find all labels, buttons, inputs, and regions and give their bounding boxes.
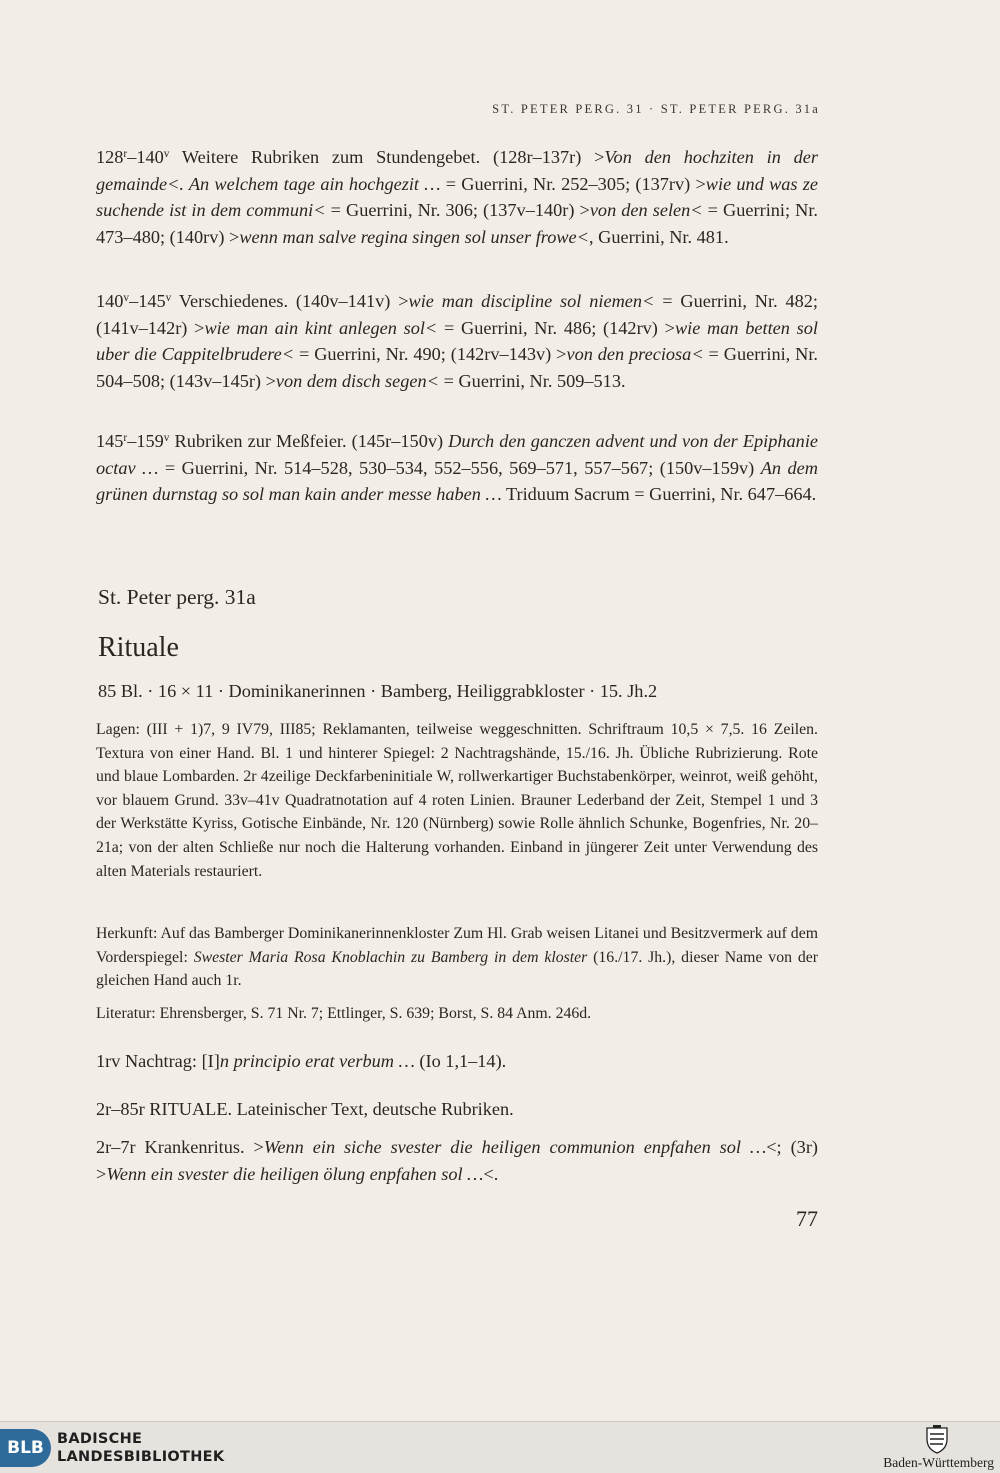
citation: (145r–150v) — [351, 431, 444, 451]
incipit: wie und was ze suchende ist in dem communi< — [96, 173, 818, 221]
incipit: An dem grünen durnstag so sol man kain ander messe haben … — [96, 457, 818, 505]
entry-title: Weitere Rubriken zum Stundengebet. — [181, 147, 481, 167]
citation: = Guerrini, Nr. 306; (137v–140r) > — [325, 200, 590, 221]
citation: = Guerrini; Nr. 473–480; (140rv) > — [96, 200, 818, 247]
entry-title: Verschiedenes. — [178, 291, 289, 311]
state-label: Baden-Württemberg — [883, 1455, 994, 1470]
herkunft-paragraph: Herkunft: Auf das Bamberger Dominikanerinnenkloster Zum Hl. Grab weisen Litanei und Besitzvermerk auf dem Vorderspiegel: Swester Maria Rosa Knoblachin zu Bamberg in dem kloster (16./17. Jh.), dieser Name von der gleichen Hand auch 1r. — [96, 925, 818, 990]
incipit: von den preciosa< — [566, 344, 704, 365]
lagen-paragraph: Lagen: (III + 1)7, 9 IV79, III85; Reklamanten, teilweise weggeschnitten. Schriftraum 10,5 × 7,5. 16 Zeilen. Textura von einer Hand. Bl. 1 und hinterer Spiegel: 2 Nachtragshände, 15./16. Jh. Übliche Rubrizierung. Rote und blaue Lombarden. 2r 4zeilige Deckfarbeninitiale W, rollwerkartiger Buchstabenkörper, weinrot, weiß gehöht, vor blauem Grund. 33v–41v Quadratnotation auf 4 roten Linien. Brauner Lederband der Zeit, Stempel 1 und 3 der Werkstätte Kyriss, Gotische Einbände, Nr. 120 (Nürnberg) sowie Rolle ähnlich Schunke, Bogenfries, Nr. 20–21a; von der alten Schließe nur noch die Halterung vorhanden. Einband in jüngerer Zeit unter Verwendung des alten Materials restauriert. — [96, 721, 818, 880]
library-name[interactable]: BADISCHE LANDESBIBLIOTHEK — [57, 1431, 225, 1465]
incipit: von den selen< — [589, 200, 703, 221]
citation: (140v–141v) > — [295, 291, 409, 311]
nachtrag-line: 1rv Nachtrag: [I]n principio erat verbum … (Io 1,1–14). — [96, 1051, 507, 1071]
citation: = Guerrini, Nr. 514–528, 530–534, 552–556, 569–571, 557–567; (150v–159v) — [158, 457, 755, 478]
shelfmark: St. Peter perg. 31a — [98, 585, 256, 609]
krankenritus-entry: 2r–7r Krankenritus. >Wenn ein siche svester die heiligen communion enpfahen sol …<; (3r) >Wenn ein svester die heiligen ölung enpfahen sol …<. — [96, 1137, 818, 1184]
entry-folio: 145$^r$–159$^v$ — [96, 431, 170, 451]
incipit: Von den hochziten in der gemainde<. An welchem tage ain hochgezit … — [96, 147, 819, 194]
running-head: ST. PETER PERG. 31 · ST. PETER PERG. 31a — [492, 102, 820, 116]
citation: = Guerrini, Nr. 486; (142rv) > — [437, 317, 675, 338]
blb-logo[interactable]: BLB — [0, 1429, 51, 1467]
incipit: wie man ain kint anlegen sol< — [204, 317, 438, 338]
citation: = Guerrini, Nr. 252–305; (137rv) > — [440, 173, 706, 194]
entry-128r-140v — [96, 144, 818, 250]
citation: (128r–137r) > — [492, 147, 605, 167]
incipit: wenn man salve regina singen sol unser frowe< — [239, 226, 590, 247]
incipit: wie man betten sol uber die Cappitelbrudere< — [96, 317, 818, 365]
coat-of-arms-icon — [924, 1424, 950, 1454]
entry-folio: 128$^r$–140$^v$ — [96, 147, 170, 167]
citation: , Guerrini, Nr. 481. — [589, 226, 729, 247]
citation: = Guerrini, Nr. 482; (141v–142r) > — [96, 291, 819, 338]
entry-140v-145v — [96, 288, 818, 394]
entry-folio: 140$^v$–145$^v$ — [96, 291, 172, 311]
physical-description: 85 Bl. · 16 × 11 · Dominikanerinnen · Bamberg, Heiliggrabkloster · 15. Jh.2 — [98, 681, 658, 701]
manuscript-title: Rituale — [98, 632, 179, 663]
incipit: von dem disch segen< — [275, 370, 440, 391]
entry-title: Rubriken zur Meßfeier. — [174, 431, 347, 451]
footer-bar — [0, 1421, 1000, 1473]
citation: = Guerrini, Nr. 504–508; (143v–145r) > — [96, 344, 818, 391]
citation: = Guerrini, Nr. 509–513. — [439, 370, 626, 391]
page-number: 77 — [796, 1206, 818, 1231]
citation: = Guerrini, Nr. 490; (142rv–143v) > — [294, 344, 567, 365]
entry-145r-159v — [96, 428, 818, 508]
rituale-line: 2r–85r RITUALE. Lateinischer Text, deutsche Rubriken. — [96, 1099, 514, 1119]
literatur-paragraph: Literatur: Ehrensberger, S. 71 Nr. 7; Ettlinger, S. 639; Borst, S. 84 Anm. 246d. — [96, 1005, 592, 1022]
citation: Triduum Sacrum = Guerrini, Nr. 647–664. — [501, 484, 817, 505]
incipit: Durch den ganczen advent und von der Epiphanie octav … — [96, 431, 819, 478]
incipit: wie man discipline sol niemen< — [408, 291, 655, 311]
